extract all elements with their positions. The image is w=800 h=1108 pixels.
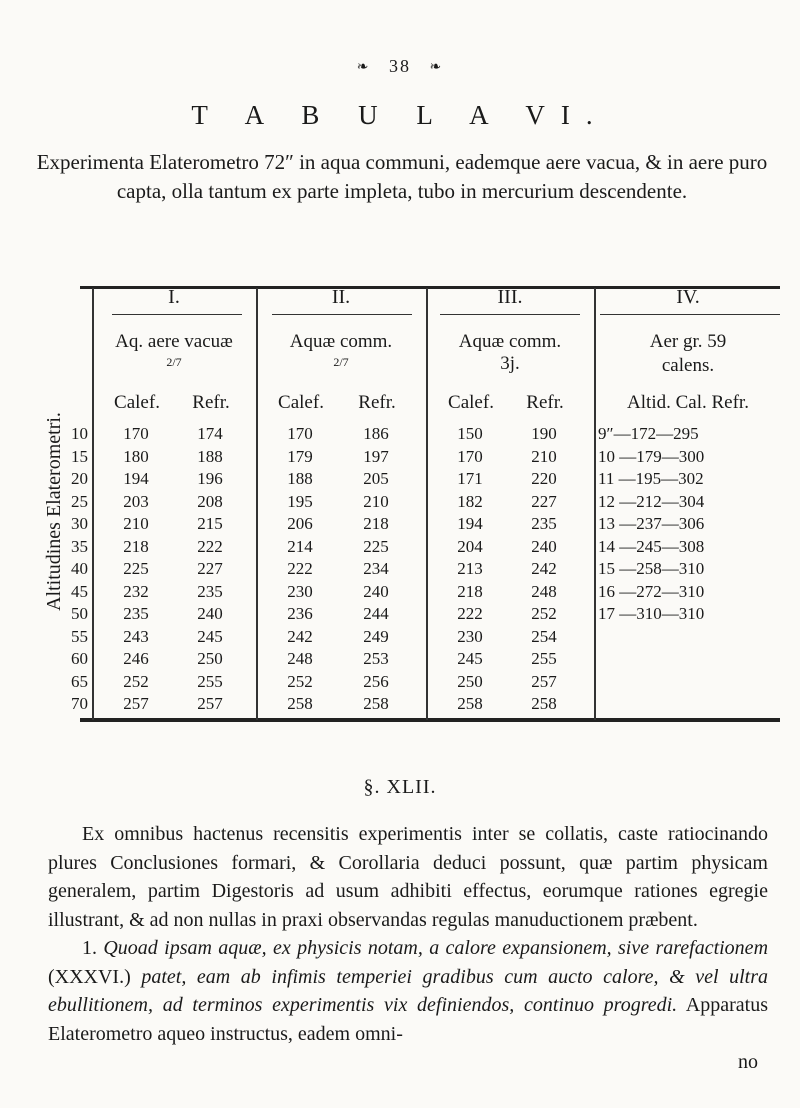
col4-row-value: 9″—172—295 bbox=[598, 424, 699, 443]
paragraph-2-number: 1. bbox=[82, 937, 97, 959]
col3-refr-value: 257 bbox=[531, 671, 557, 691]
col2-header: Aquæ comm. bbox=[289, 331, 393, 352]
ornament-left-icon: ❧ bbox=[356, 60, 371, 76]
col4-row-value: 13 —237—306 bbox=[598, 514, 705, 533]
roman-underline bbox=[112, 314, 242, 315]
roman-underline bbox=[272, 314, 412, 315]
paragraph-1: Ex omnibus hactenus recensitis experimentis inter se collatis, caste ratiocinando plures Conclusiones formari, & Corollaria deduci possunt, quæ partim physicam generalem, partim Digestoris ad usum adhibiti effectus, eorumque rationes egregie illustrant, & ad non nullas in praxi observandas regulas manuductionem præbent. bbox=[48, 823, 768, 931]
altitude-value: 65 bbox=[71, 671, 88, 691]
col3-refr-value: 190 bbox=[531, 424, 557, 443]
col2-calef-value: 248 bbox=[287, 649, 313, 668]
page-header bbox=[0, 56, 800, 77]
col3-calef-value: 150 bbox=[457, 424, 483, 443]
col1-refr-value: 188 bbox=[197, 446, 223, 466]
col2-calef-value: 179 bbox=[287, 446, 313, 466]
col1-refr-value: 240 bbox=[197, 604, 223, 623]
col2-calef-value: 230 bbox=[287, 581, 313, 601]
col1-refr-value: 208 bbox=[197, 491, 223, 511]
col4-roman: IV. bbox=[676, 286, 700, 308]
col3-calef-value: 222 bbox=[457, 604, 483, 623]
col3-refr-value: 210 bbox=[531, 446, 557, 466]
col2-refr-value: 218 bbox=[363, 514, 389, 533]
col1-roman: I. bbox=[168, 286, 180, 308]
altitude-value: 60 bbox=[71, 649, 88, 668]
col2-refr-value: 186 bbox=[363, 424, 389, 443]
col1-calef-value: 218 bbox=[123, 536, 149, 556]
col1-calef-value: 210 bbox=[123, 514, 149, 533]
altitude-value: 40 bbox=[71, 559, 88, 578]
col3-refr-value: 220 bbox=[531, 469, 557, 488]
paragraph-2-italic-2: patet, eam ab infimis temperiei gradibus cum aucto calore, & vel ultra ebullitionem, ad terminos experimentis vix definiendos, continuo progredi. bbox=[48, 965, 768, 1016]
altitude-value: 10 bbox=[71, 424, 88, 443]
paragraph-2-reference: (XXXVI.) bbox=[48, 965, 131, 988]
altitude-value: 55 bbox=[71, 626, 88, 646]
col4-subheader: Altid. Cal. Refr. bbox=[627, 392, 749, 413]
roman-underline bbox=[440, 314, 580, 315]
table-bottom-rule bbox=[80, 718, 780, 722]
col2-refr-value: 240 bbox=[363, 581, 389, 601]
col1-refr-value: 257 bbox=[197, 694, 223, 713]
col1-calef-value: 170 bbox=[123, 424, 149, 443]
col2-refr-value: 256 bbox=[363, 671, 389, 691]
altitude-value: 35 bbox=[71, 536, 88, 556]
col1-refr-value: 250 bbox=[197, 649, 223, 668]
col3-roman: III. bbox=[497, 286, 523, 308]
col2-refr-value: 253 bbox=[363, 649, 389, 668]
body-text bbox=[48, 820, 768, 1077]
col4-row-value: 14 —245—308 bbox=[598, 536, 705, 556]
ornament-right-icon: ❧ bbox=[429, 60, 444, 76]
col3-refr: Refr. bbox=[526, 392, 564, 413]
col3-calef-value: 250 bbox=[457, 671, 483, 691]
col1-refr: Refr. bbox=[192, 392, 230, 413]
col2-refr-value: 205 bbox=[363, 469, 389, 488]
altitude-value: 50 bbox=[71, 604, 88, 623]
col1-calef-value: 194 bbox=[123, 469, 149, 488]
col1-refr-value: 245 bbox=[197, 626, 223, 646]
col2-refr-value: 225 bbox=[363, 536, 389, 556]
col1-calef: Calef. bbox=[114, 392, 160, 413]
col3-fraction: 3j. bbox=[500, 353, 520, 374]
col2-calef-value: 195 bbox=[287, 491, 313, 511]
catchword: no bbox=[738, 1051, 758, 1073]
altitude-value: 15 bbox=[71, 446, 88, 466]
altitude-value: 70 bbox=[71, 694, 88, 713]
col3-calef-value: 194 bbox=[457, 514, 483, 533]
table-title: T A B U L A VI. bbox=[191, 100, 609, 130]
col1-calef-value: 225 bbox=[123, 559, 149, 578]
col2-calef: Calef. bbox=[278, 392, 324, 413]
col2-calef-value: 242 bbox=[287, 626, 313, 646]
section-heading: §. XLII. bbox=[363, 776, 437, 798]
col4-row-value: 16 —272—310 bbox=[598, 581, 705, 601]
col4-row-value: 10 —179—300 bbox=[598, 446, 705, 466]
col3-refr-value: 235 bbox=[531, 514, 557, 533]
col2-calef-value: 188 bbox=[287, 469, 313, 488]
col1-refr-value: 235 bbox=[197, 581, 223, 601]
col2-refr-value: 197 bbox=[363, 446, 389, 466]
col3-calef-value: 258 bbox=[457, 694, 483, 713]
col1-refr-value: 174 bbox=[197, 424, 223, 443]
col3-calef-value: 171 bbox=[457, 469, 483, 488]
col2-refr: Refr. bbox=[358, 392, 396, 413]
col4-header2: calens. bbox=[661, 355, 715, 376]
col3-calef-value: 170 bbox=[457, 446, 483, 466]
col1-refr-value: 196 bbox=[197, 469, 223, 488]
col4-header: Aer gr. 59 bbox=[649, 331, 727, 352]
col1-calef-value: 203 bbox=[123, 491, 149, 511]
col3-refr-value: 240 bbox=[531, 536, 557, 556]
col3-refr-value: 227 bbox=[531, 491, 557, 511]
altitude-value: 20 bbox=[71, 469, 88, 488]
roman-underline bbox=[600, 314, 780, 315]
col2-fraction: 2/7 bbox=[333, 355, 349, 369]
col2-refr-value: 249 bbox=[363, 626, 389, 646]
altitude-value: 45 bbox=[71, 581, 88, 601]
page-number: 38 bbox=[389, 56, 411, 76]
col1-fraction: 2/7 bbox=[166, 355, 182, 369]
col3-refr-value: 258 bbox=[531, 694, 557, 713]
col2-calef-value: 222 bbox=[287, 559, 313, 578]
col2-refr-value: 244 bbox=[363, 604, 389, 623]
col1-calef-value: 232 bbox=[123, 581, 149, 601]
col2-calef-value: 252 bbox=[287, 671, 313, 691]
col4-row-value: 11 —195—302 bbox=[598, 469, 704, 488]
paragraph-2-italic-1: Quoad ipsam aquæ, ex physicis notam, a calore expansionem, sive rarefactionem bbox=[103, 937, 769, 959]
side-label: Altitudines Elaterometri. bbox=[42, 411, 65, 611]
data-table bbox=[40, 286, 780, 726]
col2-calef-value: 206 bbox=[287, 514, 313, 533]
col3-calef-value: 204 bbox=[457, 536, 483, 556]
col1-calef-value: 243 bbox=[123, 626, 149, 646]
col3-calef-value: 218 bbox=[457, 581, 483, 601]
col1-calef-value: 252 bbox=[123, 671, 149, 691]
col3-calef-value: 213 bbox=[457, 559, 483, 578]
col4-row-value: 12 —212—304 bbox=[598, 491, 705, 511]
col2-refr-value: 258 bbox=[363, 694, 389, 713]
col1-calef-value: 235 bbox=[123, 604, 149, 623]
col3-refr-value: 248 bbox=[531, 581, 557, 601]
col3-calef-value: 245 bbox=[457, 649, 483, 668]
altitude-value: 25 bbox=[71, 491, 88, 511]
col1-calef-value: 257 bbox=[123, 694, 149, 713]
col1-refr-value: 222 bbox=[197, 536, 223, 556]
col2-calef-value: 258 bbox=[287, 694, 313, 713]
col3-refr-value: 252 bbox=[531, 604, 557, 623]
intro-text: Experimenta Elaterometro 72″ in aqua communi, eademque aere vacua, & in aere puro capta, olla tantum ex parte impleta, tubo in mercurium descendente. bbox=[36, 150, 768, 203]
paragraph-2 bbox=[48, 934, 768, 1048]
col2-calef-value: 236 bbox=[287, 604, 313, 623]
col2-refr-value: 210 bbox=[363, 491, 389, 511]
col1-calef-value: 246 bbox=[123, 649, 149, 668]
col2-roman: II. bbox=[331, 286, 351, 308]
col2-calef-value: 170 bbox=[287, 424, 313, 443]
col3-refr-value: 242 bbox=[531, 559, 557, 578]
col3-header: Aquæ comm. bbox=[458, 331, 562, 352]
col4-row-value: 15 —258—310 bbox=[598, 559, 705, 578]
col3-calef: Calef. bbox=[448, 392, 494, 413]
col1-refr-value: 227 bbox=[197, 559, 223, 578]
col2-calef-value: 214 bbox=[287, 536, 313, 556]
col1-refr-value: 215 bbox=[197, 514, 223, 533]
col1-header: Aq. aere vacuæ bbox=[115, 331, 233, 352]
paragraph-2-rest: Apparatus Elaterometro aqueo instructus, eadem omni- bbox=[48, 994, 768, 1045]
altitude-value: 30 bbox=[71, 514, 88, 533]
col1-calef-value: 180 bbox=[123, 446, 149, 466]
col3-refr-value: 255 bbox=[531, 649, 557, 668]
col1-refr-value: 255 bbox=[197, 671, 223, 691]
col2-refr-value: 234 bbox=[363, 559, 389, 578]
col3-calef-value: 182 bbox=[457, 491, 483, 511]
col3-calef-value: 230 bbox=[457, 626, 483, 646]
col4-row-value: 17 —310—310 bbox=[598, 604, 705, 623]
col3-refr-value: 254 bbox=[531, 626, 557, 646]
